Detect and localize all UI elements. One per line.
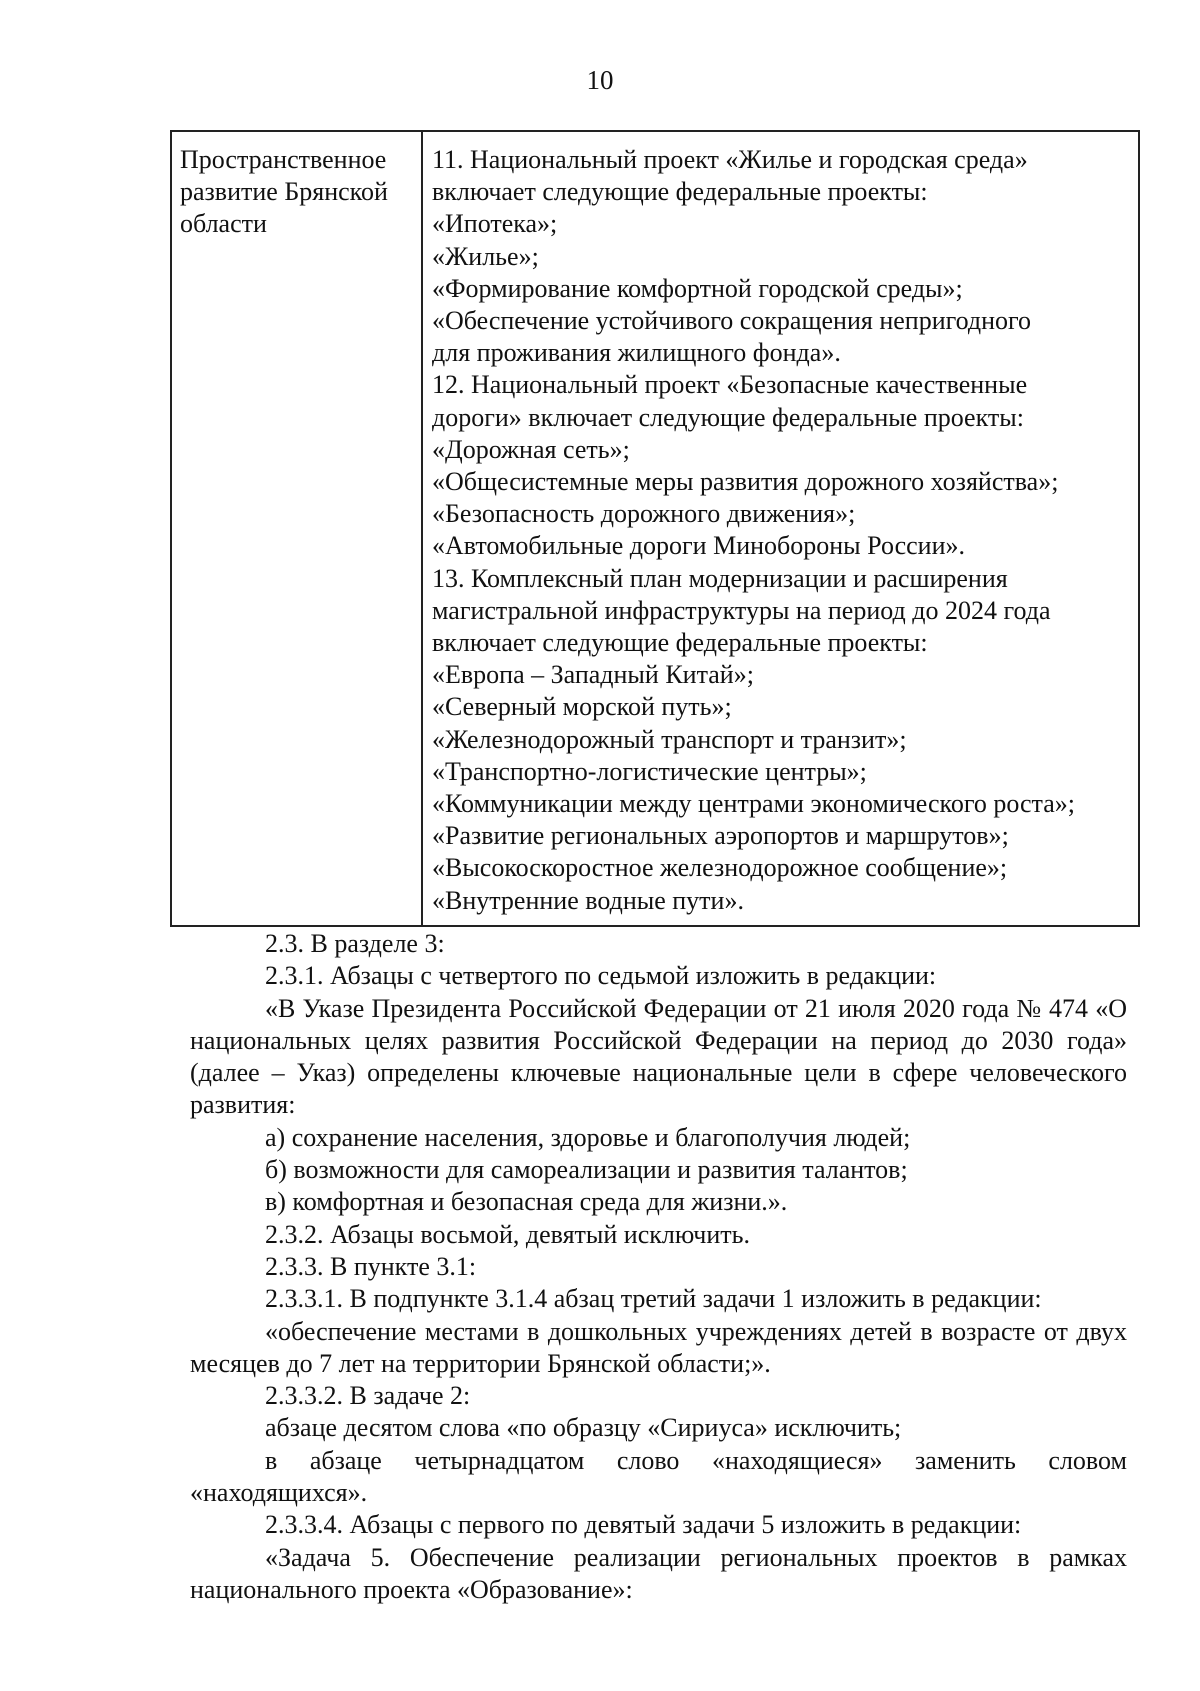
project-line: «Европа – Западный Китай»;: [432, 660, 754, 690]
project-line: 12. Национальный проект «Безопасные качественные: [432, 370, 1028, 400]
table-row: [171, 131, 1139, 926]
project-line: «Северный морской путь»;: [432, 692, 732, 722]
project-line: «Высокоскоростное железнодорожное сообщение»;: [432, 853, 1008, 883]
paragraph: 2.3.3.1. В подпункте 3.1.4 абзац третий задачи 1 изложить в редакции:: [265, 1284, 1042, 1314]
paragraph: «Задача 5. Обеспечение реализации региональных проектов в рамках национального проекта «Образование»:: [190, 1542, 1127, 1604]
project-line: для проживания жилищного фонда».: [432, 338, 841, 368]
projects-table: [170, 130, 1140, 927]
project-line: «Дорожная сеть»;: [432, 434, 630, 464]
project-line: «Формирование комфортной городской среды»;: [432, 273, 963, 303]
paragraph: абзаце десятом слова «по образцу «Сириуса» исключить;: [265, 1413, 902, 1443]
paragraph: «обеспечение местами в дошкольных учреждениях детей в возрасте от двух месяцев до 7 лет на территории Брянской области;».: [190, 1316, 1127, 1378]
paragraph: 2.3.3. В пункте 3.1:: [265, 1251, 477, 1281]
section-line: области: [180, 209, 267, 239]
table-cell-projects: [422, 131, 1139, 926]
project-line: «Жилье»;: [432, 241, 539, 271]
paragraph: в абзаце четырнадцатом слово «находящиеся» заменить словом «находящихся».: [190, 1445, 1127, 1508]
project-line: «Внутренние водные пути».: [432, 885, 744, 915]
project-line: «Автомобильные дороги Минобороны России».: [432, 531, 966, 561]
paragraph: 2.3. В разделе 3:: [265, 929, 445, 958]
document-body: [190, 928, 1127, 1606]
paragraph: б) возможности для самореализации и развития талантов;: [265, 1155, 908, 1185]
section-line: развитие Брянской: [180, 177, 388, 207]
paragraph: в) комфортная и безопасная среда для жизни.».: [265, 1187, 788, 1217]
paragraph: а) сохранение населения, здоровье и благополучия людей;: [265, 1122, 911, 1152]
paragraph: «В Указе Президента Российской Федерации от 21 июля 2020 года № 474 «О национальных целях развития Российской Федерации на период до 2030 года» (далее – Указ) определены ключевые национальные цели в сфере человеческого развития:: [190, 993, 1127, 1120]
paragraph: 2.3.1. Абзацы с четвертого по седьмой изложить в редакции:: [265, 961, 937, 991]
project-line: дороги» включает следующие федеральные проекты:: [432, 402, 1024, 432]
project-line: «Транспортно-логистические центры»;: [432, 756, 867, 786]
project-line: 11. Национальный проект «Жилье и городская среда»: [432, 145, 1028, 174]
table-cell-section: [171, 131, 422, 926]
project-line: 13. Комплексный план модернизации и расширения: [432, 563, 1008, 593]
project-line: «Развитие региональных аэропортов и маршрутов»;: [432, 821, 1009, 851]
paragraph: 2.3.3.2. В задаче 2:: [265, 1381, 471, 1411]
project-line: «Обеспечение устойчивого сокращения непригодного: [432, 306, 1032, 336]
page-number: 10: [586, 65, 614, 95]
project-line: включает следующие федеральные проекты:: [432, 628, 928, 658]
section-line: Пространственное: [180, 145, 387, 174]
project-line: «Безопасность дорожного движения»;: [432, 499, 856, 529]
project-line: «Ипотека»;: [432, 209, 558, 239]
project-line: «Железнодорожный транспорт и транзит»;: [432, 724, 907, 754]
project-line: «Коммуникации между центрами экономического роста»;: [432, 789, 1075, 819]
project-line: магистральной инфраструктуры на период до 2024 года: [432, 595, 1051, 625]
project-line: «Общесистемные меры развития дорожного хозяйства»;: [432, 467, 1059, 497]
project-line: включает следующие федеральные проекты:: [432, 177, 928, 207]
paragraph: 2.3.3.4. Абзацы с первого по девятый задачи 5 изложить в редакции:: [265, 1510, 1022, 1540]
paragraph: 2.3.2. Абзацы восьмой, девятый исключить.: [265, 1219, 750, 1249]
